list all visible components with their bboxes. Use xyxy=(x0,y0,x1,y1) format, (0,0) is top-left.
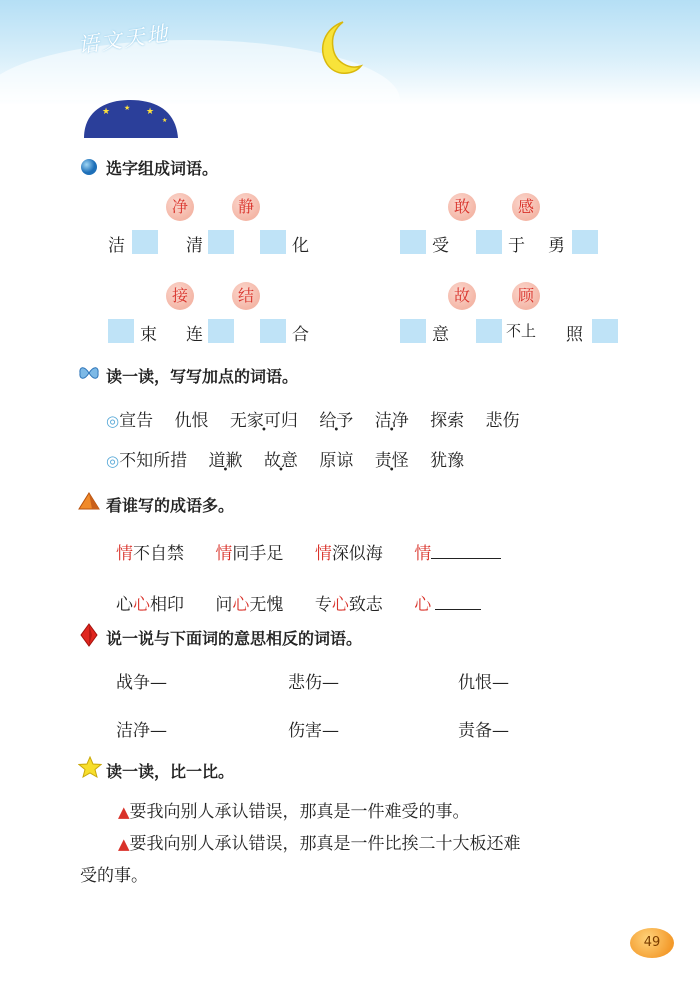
antonym-word: 仇恨— xyxy=(458,673,509,693)
pyramid-icon xyxy=(78,492,100,510)
idiom-rest: 致志 xyxy=(348,595,383,615)
idiom-hl: 心 xyxy=(133,595,150,615)
dotted-word: 道歉 xyxy=(208,451,243,471)
section5-title: 读一读，比一比。 xyxy=(106,762,235,781)
word-char: 于 xyxy=(508,236,525,256)
word: 不知所措 xyxy=(119,451,188,471)
answer-box[interactable] xyxy=(208,319,234,343)
page-number: 49 xyxy=(630,928,674,958)
idiom-hl: 情 xyxy=(215,544,233,564)
word: 原谅 xyxy=(319,451,354,471)
word: 犹豫 xyxy=(430,451,465,471)
dotted-word: 洁净 xyxy=(374,411,409,431)
word-char: 勇 xyxy=(548,236,565,256)
antonym-word: 洁净— xyxy=(116,721,167,741)
choice-char: 静 xyxy=(232,193,260,221)
svg-text:★: ★ xyxy=(124,104,131,112)
word-char: 化 xyxy=(292,236,309,256)
red-diamond-icon xyxy=(80,623,98,647)
idiom-hl: 情 xyxy=(314,544,332,564)
word-row-2 xyxy=(106,446,464,471)
section1-title: 选字组成词语。 xyxy=(106,159,219,178)
svg-text:★: ★ xyxy=(146,107,155,117)
word-char: 照 xyxy=(566,325,583,345)
sentence-text: 要我向别人承认错误，那真是一件难受的事。 xyxy=(129,802,470,822)
word-char: 受 xyxy=(432,236,449,256)
moon-icon xyxy=(305,18,365,78)
word: 悲伤 xyxy=(485,411,520,431)
triangle-marker-icon: ▲ xyxy=(118,835,130,853)
answer-box[interactable] xyxy=(208,230,234,254)
section3-title: 看谁写的成语多。 xyxy=(106,496,235,515)
idiom-hl: 情 xyxy=(116,544,133,564)
answer-box[interactable] xyxy=(572,230,598,254)
bullet-icon: ◎ xyxy=(106,452,120,470)
idiom-hl: 心 xyxy=(331,595,349,615)
answer-box[interactable] xyxy=(260,230,286,254)
idiom-pre: 心 xyxy=(116,595,133,615)
idiom-pre: 专 xyxy=(314,595,332,615)
svg-text:★: ★ xyxy=(102,107,111,117)
word-char: 不上 xyxy=(506,322,537,340)
header-title: 语文天地 xyxy=(76,21,171,58)
idiom-rest: 无愧 xyxy=(249,595,284,615)
butterfly-icon xyxy=(78,364,100,382)
choice-char: 顾 xyxy=(512,282,540,310)
choice-char: 感 xyxy=(512,193,540,221)
word-char: 洁 xyxy=(108,236,125,256)
svg-text:★: ★ xyxy=(162,117,168,124)
sentence-2 xyxy=(118,829,521,854)
choice-char: 敢 xyxy=(448,193,476,221)
idiom-row-1 xyxy=(116,539,501,564)
word: 宣告 xyxy=(119,411,154,431)
idiom-hl: 心 xyxy=(232,595,250,615)
idiom-hl: 心 xyxy=(414,595,432,615)
word: 探索 xyxy=(430,411,465,431)
dotted-word: 责怪 xyxy=(374,451,409,471)
idiom-hl: 情 xyxy=(414,544,432,564)
fill-blank[interactable] xyxy=(431,544,501,559)
dotted-word: 给予 xyxy=(319,411,354,431)
sentence-2-cont: 受的事。 xyxy=(80,866,148,886)
answer-box[interactable] xyxy=(476,230,502,254)
answer-box[interactable] xyxy=(260,319,286,343)
idiom-row-2 xyxy=(116,590,481,615)
antonym-word: 责备— xyxy=(458,721,509,741)
blue-ball-icon xyxy=(80,158,98,176)
answer-box[interactable] xyxy=(108,319,134,343)
fill-blank[interactable] xyxy=(435,595,481,610)
word-char: 意 xyxy=(432,325,449,345)
antonym-word: 悲伤— xyxy=(288,673,339,693)
choice-char: 净 xyxy=(166,193,194,221)
bullet-icon: ◎ xyxy=(106,412,120,430)
word-char: 清 xyxy=(186,236,203,256)
idiom-rest: 深似海 xyxy=(331,544,383,564)
choice-char: 接 xyxy=(166,282,194,310)
answer-box[interactable] xyxy=(400,230,426,254)
antonym-word: 伤害— xyxy=(288,721,339,741)
star-icon xyxy=(78,756,102,778)
word-row-1 xyxy=(106,406,520,431)
answer-box[interactable] xyxy=(592,319,618,343)
choice-char: 故 xyxy=(448,282,476,310)
word-char: 连 xyxy=(186,325,203,345)
word-char: 合 xyxy=(292,325,309,345)
idiom-pre: 问 xyxy=(215,595,233,615)
answer-box[interactable] xyxy=(400,319,426,343)
sentence-text: 要我向别人承认错误，那真是一件比挨二十大板还难 xyxy=(129,834,521,854)
idiom-rest: 同手足 xyxy=(232,544,284,564)
answer-box[interactable] xyxy=(132,230,158,254)
antonym-word: 战争— xyxy=(116,673,167,693)
section4-title: 说一说与下面词的意思相反的词语。 xyxy=(106,629,363,648)
triangle-marker-icon: ▲ xyxy=(118,803,130,821)
daily-accumulation-logo xyxy=(80,98,195,146)
dotted-word: 故意 xyxy=(263,451,298,471)
sentence-1 xyxy=(118,797,470,822)
answer-box[interactable] xyxy=(476,319,502,343)
word: 仇恨 xyxy=(174,411,209,431)
section2-title: 读一读，写写加点的词语。 xyxy=(106,367,299,386)
choice-char: 结 xyxy=(232,282,260,310)
idiom-rest: 不自禁 xyxy=(133,544,184,564)
word-char: 束 xyxy=(140,325,157,345)
dotted-word: 无家可归 xyxy=(229,411,298,431)
idiom-rest: 相印 xyxy=(150,595,184,615)
